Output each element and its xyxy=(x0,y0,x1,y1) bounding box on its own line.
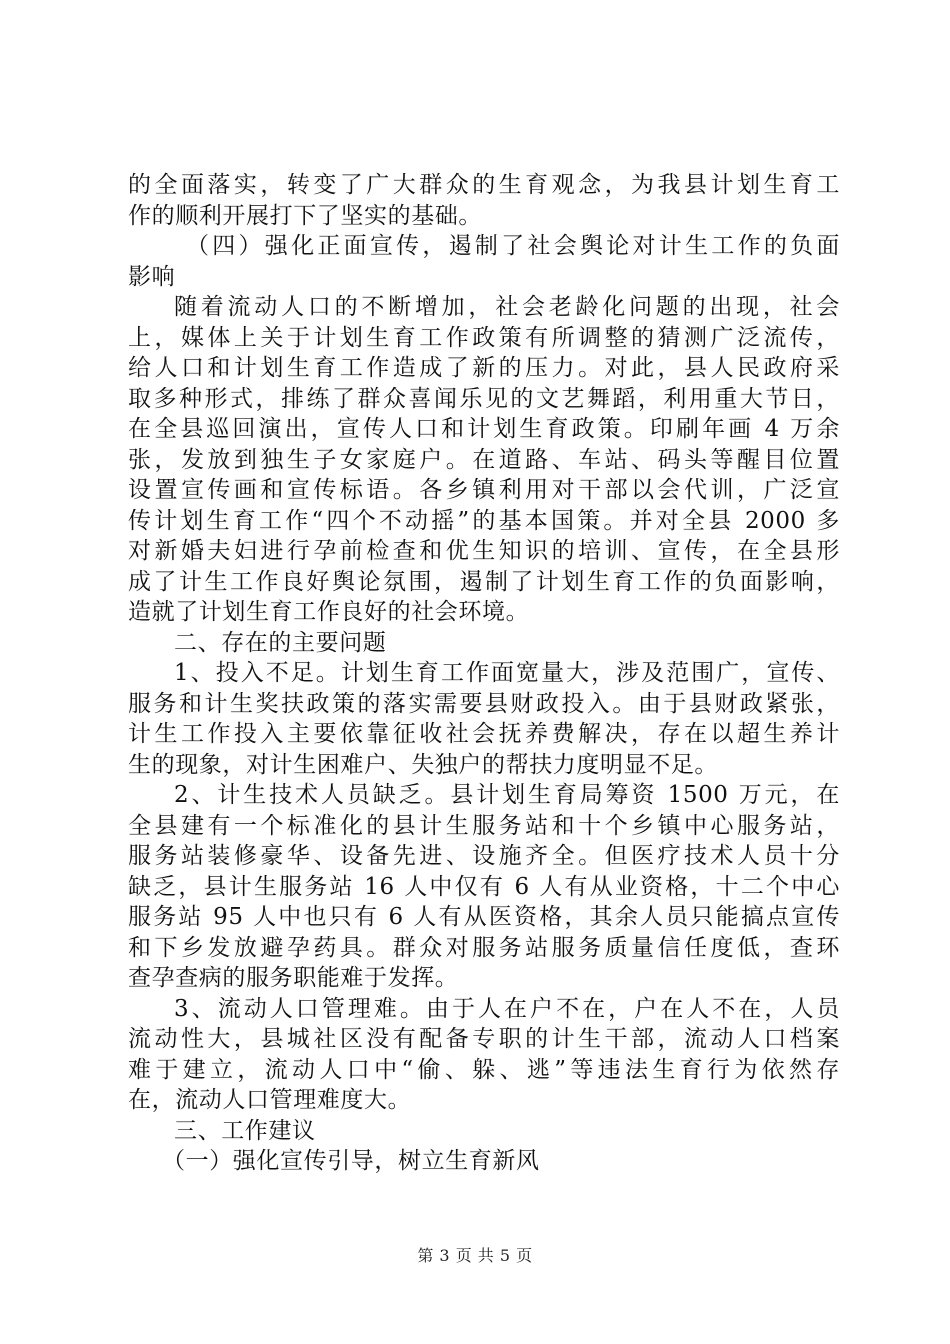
text-line: 设置宣传画和宣传标语。各乡镇利用对干部以会代训，广泛宣 xyxy=(128,477,840,503)
section-heading: 三、工作建议 xyxy=(174,1117,316,1144)
text-line: 生的现象，对计生困难户、失独户的帮扶力度明显不足。 xyxy=(128,751,718,778)
text-line: 全县建有一个标准化的县计生服务站和十个乡镇中心服务站， xyxy=(128,812,840,839)
text-line: 3、流动人口管理难。由于人在户不在，户在人不在，人员 xyxy=(174,995,840,1022)
section-heading: （一）强化宣传引导，树立生育新风 xyxy=(162,1148,540,1174)
page-number-footer: 第 3 页 共 5 页 xyxy=(417,1246,533,1265)
text-line: 1、投入不足。计划生育工作面宽量大，涉及范围广，宣传、 xyxy=(174,660,840,686)
section-heading: （四）强化正面宣传，遏制了社会舆论对计生工作的负面 xyxy=(186,233,840,259)
text-line: 成了计生工作良好舆论氛围，遏制了计划生育工作的负面影响， xyxy=(128,568,840,595)
text-line: 流动性大，县城社区没有配备专职的计生干部，流动人口档案 xyxy=(128,1026,840,1052)
text-line: 服务和计生奖扶政策的落实需要县财政投入。由于县财政紧张， xyxy=(128,690,840,717)
text-line: 服务站 95 人中也只有 6 人有从医资格，其余人员只能搞点宣传 xyxy=(128,904,840,930)
text-line: 服务站装修豪华、设备先进、设施齐全。但医疗技术人员十分 xyxy=(128,843,840,869)
document-body xyxy=(128,170,840,1177)
text-line: 的全面落实，转变了广大群众的生育观念，为我县计划生育工 xyxy=(128,172,840,198)
text-line: 2、计生技术人员缺乏。县计划生育局筹资 1500 万元，在 xyxy=(174,782,840,808)
text-line: 对新婚夫妇进行孕前检查和优生知识的培训、宣传，在全县形 xyxy=(128,538,840,564)
text-line: 查孕查病的服务职能难于发挥。 xyxy=(128,965,459,991)
section-heading: 二、存在的主要问题 xyxy=(174,629,387,656)
text-line: 传计划生育工作“四个不动摇”的基本国策。并对全县 2000 多 xyxy=(128,507,840,534)
text-line: 在，流动人口管理难度大。 xyxy=(128,1087,412,1113)
text-line: 缺乏，县计生服务站 16 人中仅有 6 人有从业资格，十二个中心 xyxy=(128,873,840,900)
text-line: 作的顺利开展打下了坚实的基础。 xyxy=(128,202,482,229)
text-line: 造就了计划生育工作良好的社会环境。 xyxy=(128,599,530,625)
text-line: 上，媒体上关于计划生育工作政策有所调整的猜测广泛流传， xyxy=(128,324,840,351)
section-heading: 影响 xyxy=(128,263,176,290)
text-line: 随着流动人口的不断增加，社会老龄化问题的出现，社会 xyxy=(174,294,840,320)
text-line: 在全县巡回演出，宣传人口和计划生育政策。印刷年画 4 万余 xyxy=(128,416,840,442)
text-line: 和下乡发放避孕药具。群众对服务站服务质量信任度低，查环 xyxy=(128,934,840,961)
text-line: 计生工作投入主要依靠征收社会抚养费解决，存在以超生养计 xyxy=(128,721,840,747)
text-line: 张，发放到独生子女家庭户。在道路、车站、码头等醒目位置 xyxy=(128,446,840,473)
text-line: 取多种形式，排练了群众喜闻乐见的文艺舞蹈，利用重大节日， xyxy=(128,385,840,412)
text-line: 难于建立，流动人口中“偷、躲、逃”等违法生育行为依然存 xyxy=(128,1056,840,1083)
text-line: 给人口和计划生育工作造成了新的压力。对此，县人民政府采 xyxy=(128,355,840,381)
